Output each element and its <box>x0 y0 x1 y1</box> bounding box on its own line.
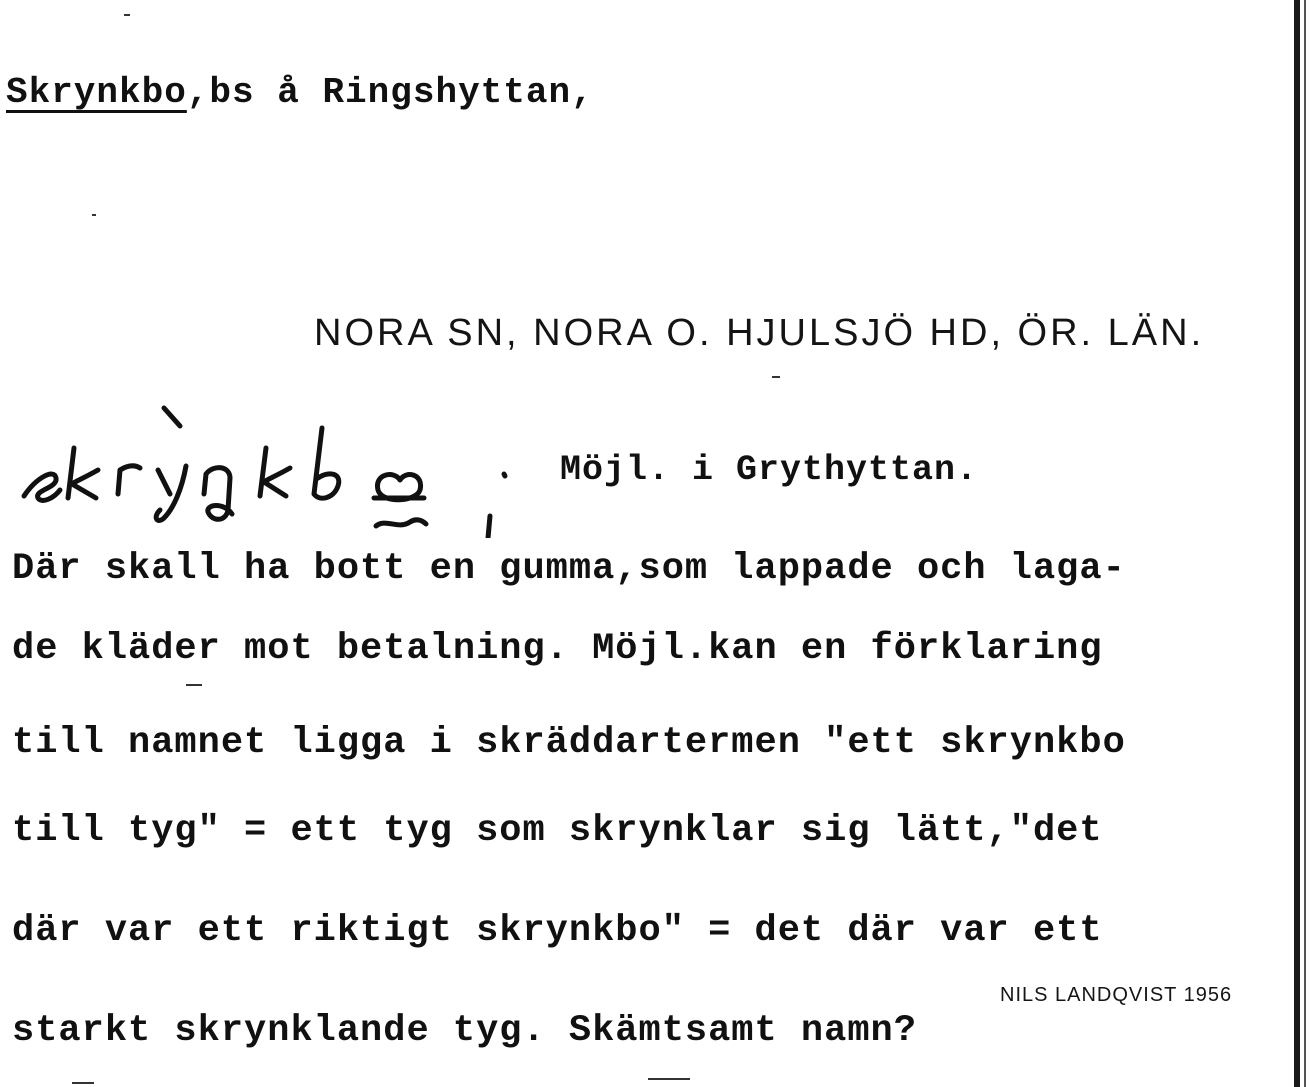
body-line: de kläder mot betalning. Möjl.kan en förklaring <box>12 628 1103 670</box>
headword-details: ,bs å Ringshyttan, <box>186 72 594 113</box>
body-line: till namnet ligga i skräddartermen "ett skrynkbo <box>12 722 1126 764</box>
scan-speck <box>186 684 202 686</box>
card-edge <box>1294 0 1300 1087</box>
scan-speck <box>72 1082 94 1084</box>
body-line: där var ett riktigt skrynkbo" = det där var ett <box>12 910 1103 952</box>
signature: NILS LANDQVIST 1956 <box>1000 984 1233 1006</box>
card-edge-shadow <box>1304 0 1306 1087</box>
parish-label: NORA SN, NORA O. HJULSJÖ HD, ÖR. LÄN. <box>314 312 1205 354</box>
body-line: starkt skrynklande tyg. Skämtsamt namn? <box>12 1010 917 1052</box>
headword: Skrynkbo <box>6 72 187 113</box>
scan-speck <box>124 14 130 16</box>
scan-speck <box>92 214 96 216</box>
headword-line <box>6 72 594 113</box>
body-line: Där skall ha bott en gumma,som lappade och laga- <box>12 548 1126 590</box>
phonetic-transcription <box>14 398 534 538</box>
note-text: Möjl. i Grythyttan. <box>560 450 979 490</box>
scan-speck <box>772 376 780 378</box>
scan-speck <box>648 1078 690 1080</box>
body-line: till tyg" = ett tyg som skrynklar sig lätt,"det <box>12 810 1103 852</box>
